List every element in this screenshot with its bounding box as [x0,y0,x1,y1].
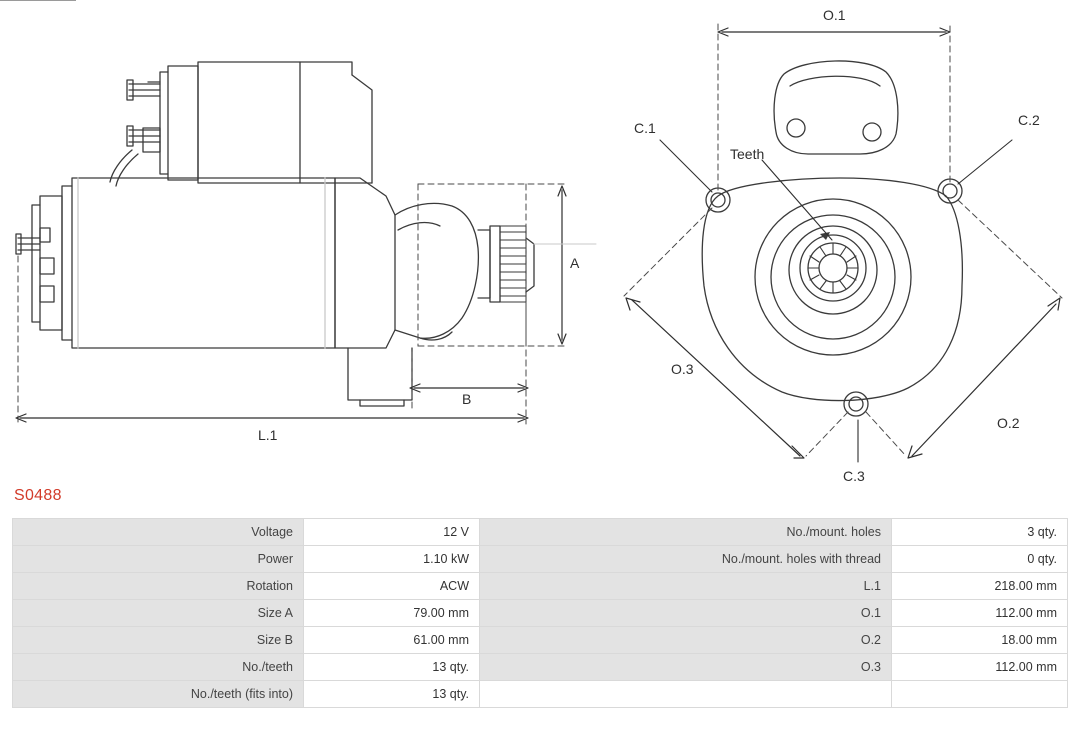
label-o3: O.3 [671,361,694,377]
table-row [13,600,1068,627]
spec-label: O.2 [480,627,892,654]
label-c3: C.3 [843,468,865,484]
spec-label: Rotation [13,573,304,600]
label-o2: O.2 [997,415,1020,431]
spec-value: 3 qty. [892,519,1068,546]
spec-value: 79.00 mm [304,600,480,627]
spec-label: No./mount. holes [480,519,892,546]
spec-value: 1.10 kW [304,546,480,573]
label-teeth: Teeth [730,146,765,162]
table-row [13,654,1068,681]
label-c1: C.1 [634,120,656,136]
spec-label: Size A [13,600,304,627]
spec-label-empty [480,681,892,708]
spec-label: Voltage [13,519,304,546]
spec-label: No./teeth [13,654,304,681]
spec-value: 12 V [304,519,480,546]
spec-value: 112.00 mm [892,600,1068,627]
spec-value: 13 qty. [304,681,480,708]
label-size-b: B [462,391,472,407]
spec-value: 61.00 mm [304,627,480,654]
spec-value: 0 qty. [892,546,1068,573]
spec-value-empty [892,681,1068,708]
spec-value: 13 qty. [304,654,480,681]
spec-label: O.1 [480,600,892,627]
spec-value: 18.00 mm [892,627,1068,654]
spec-label: Size B [13,627,304,654]
table-row [13,627,1068,654]
spec-label: No./mount. holes with thread [480,546,892,573]
label-o1: O.1 [823,7,846,23]
label-size-a: A [570,255,580,271]
spec-label: L.1 [480,573,892,600]
table-row [13,519,1068,546]
spec-label: O.3 [480,654,892,681]
table-row [13,681,1068,708]
spec-value: 218.00 mm [892,573,1068,600]
table-row [13,573,1068,600]
spec-label: No./teeth (fits into) [13,681,304,708]
spec-value: 112.00 mm [892,654,1068,681]
spec-value: ACW [304,573,480,600]
part-code: S0488 [14,487,62,504]
label-c2: C.2 [1018,112,1040,128]
spec-label: Power [13,546,304,573]
table-row [13,546,1068,573]
label-l1: L.1 [258,427,278,443]
specifications-table [12,518,1068,708]
